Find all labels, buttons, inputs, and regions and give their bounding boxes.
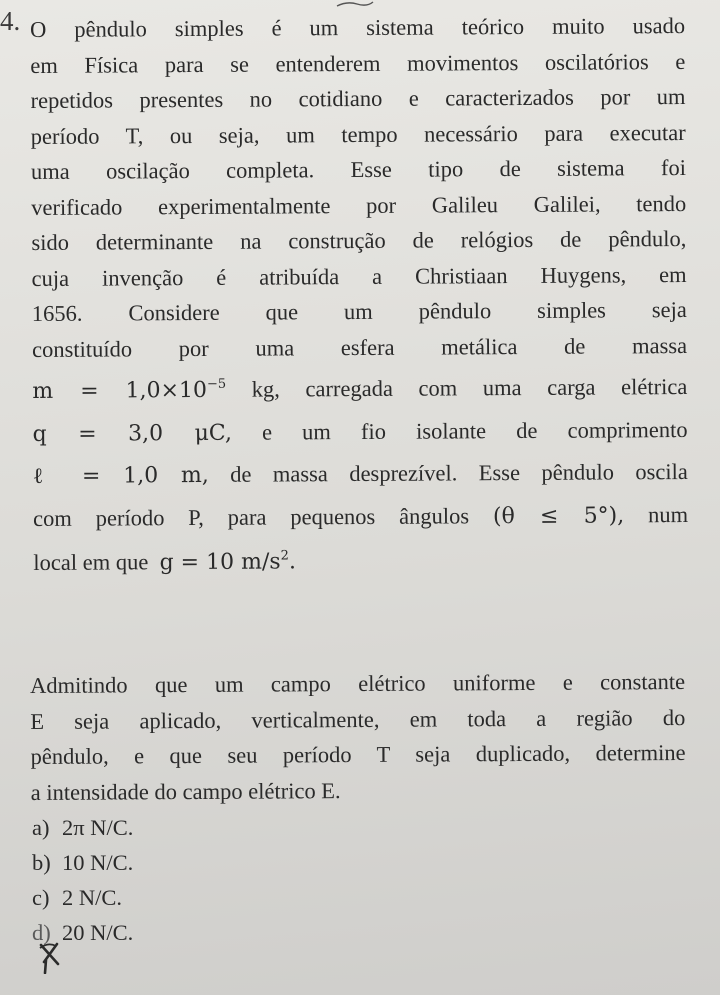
- statement-line: verificado experimentalmente por Galileu Galilei, tendo: [31, 190, 687, 220]
- option-text: 20 N/C.: [62, 920, 134, 945]
- statement-line: uma oscilação completa. Esse tipo de sistema foi: [30, 154, 687, 184]
- statement-line: cuja invenção é atribuída a Christiaan Huygens, em: [31, 261, 687, 291]
- option-letter: d): [32, 920, 51, 945]
- statement-line: em Física para se entenderem movimentos oscilatórios e: [30, 48, 686, 78]
- option-a[interactable]: [32, 810, 133, 845]
- pen-check-mark-icon: [38, 940, 62, 974]
- prompt-line: pêndulo, e que seu período T seja duplicado, determine: [30, 739, 686, 769]
- length-equation: ℓ = 1,0 m,: [32, 462, 209, 489]
- statement-line: 1656. Considere que um pêndulo simples seja: [31, 296, 687, 326]
- mass-text: kg, carregada com uma carga elétrica: [251, 373, 688, 402]
- length-line: [33, 454, 688, 495]
- prompt-line: Admitindo que um campo elétrico uniforme e constante: [30, 668, 686, 698]
- statement-line: repetidos presentes no cotidiano e caracterizados por um: [30, 83, 686, 113]
- mass-line: [32, 369, 687, 410]
- pen-scribble-mark: [335, 0, 375, 8]
- option-letter: a): [32, 815, 50, 840]
- period-rest: num: [647, 501, 689, 527]
- option-text: 10 N/C.: [62, 850, 134, 875]
- option-letter: b): [32, 850, 51, 875]
- period-text: com período P, para pequenos ângulos: [33, 502, 470, 531]
- option-letter: c): [32, 885, 50, 910]
- answer-options: [32, 810, 133, 950]
- question-statement: [30, 8, 688, 581]
- statement-line: período T, ou seja, um tempo necessário para executar: [30, 119, 686, 149]
- gravity-line: [33, 541, 688, 582]
- charge-equation: q = 3,0 μC,: [32, 420, 232, 447]
- period-line: [33, 496, 688, 537]
- mass-equation: $m = 1,0\times 10^{-5}$: [32, 376, 227, 404]
- option-text: 2 N/C.: [62, 885, 123, 910]
- prompt-line: a intensidade do campo elétrico E.: [30, 777, 341, 805]
- prompt-line: E seja aplicado, verticalmente, em toda a região do: [30, 704, 686, 734]
- gravity-text: local em que: [33, 549, 149, 575]
- statement-line: constituído por uma esfera metálica de massa: [31, 332, 688, 362]
- statement-line: O pêndulo simples é um sistema teórico muito usado: [30, 12, 686, 42]
- length-text: de massa desprezível. Esse pêndulo oscila: [230, 458, 688, 487]
- option-c[interactable]: [32, 880, 133, 915]
- charge-text: e um fio isolante de comprimento: [261, 416, 688, 445]
- statement-line: sido determinante na construção de relógios de pêndulo,: [31, 225, 687, 255]
- option-b[interactable]: [32, 845, 133, 880]
- question-number: 4.: [0, 6, 21, 36]
- gravity-equation: g = 10 $m/s^2$.: [159, 548, 296, 576]
- charge-line: [32, 411, 687, 452]
- option-text: 2π N/C.: [62, 815, 134, 840]
- question-prompt: [30, 664, 686, 810]
- angle-equation: (θ ≤ 5°),: [492, 502, 625, 529]
